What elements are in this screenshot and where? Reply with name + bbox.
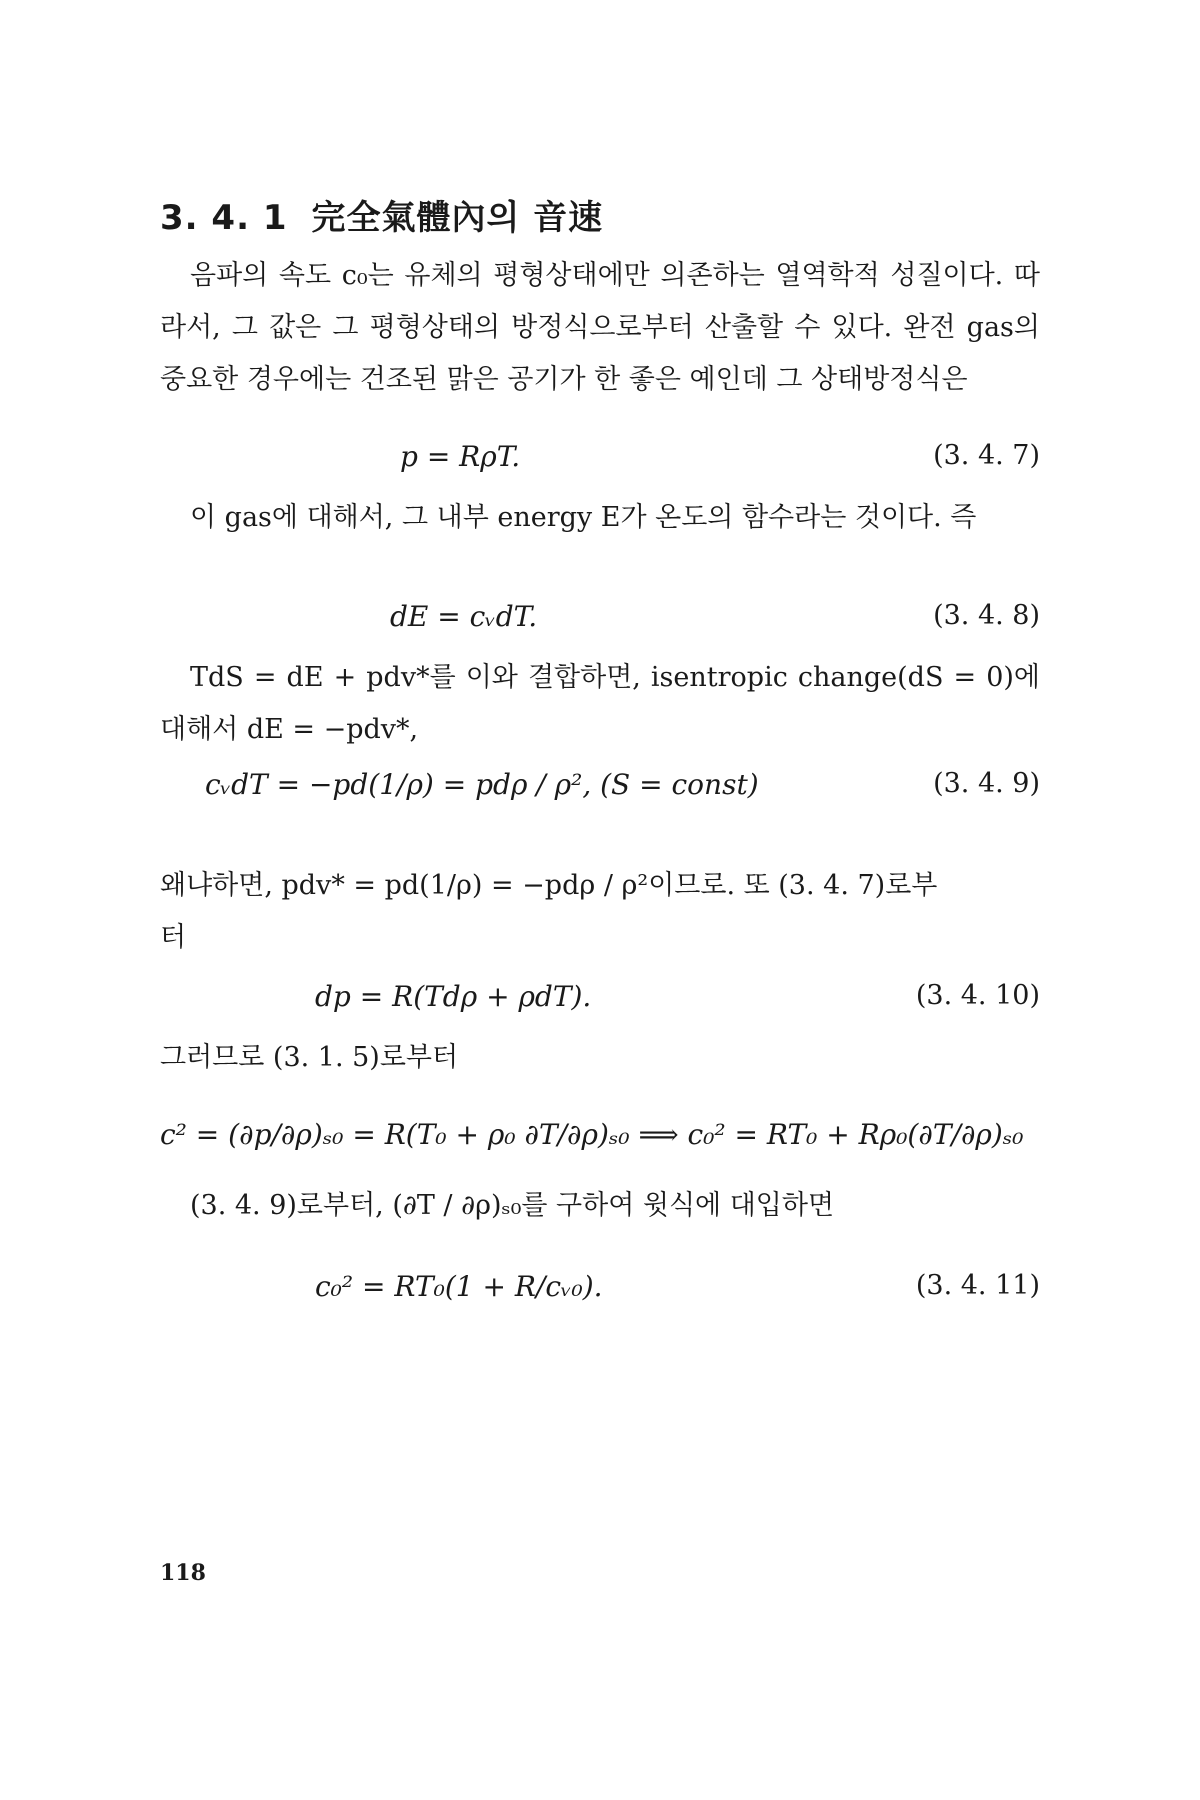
paragraph-because-line2: 터 [160, 922, 187, 953]
paragraph-substitute: (3. 4. 9)로부터, (∂T / ∂ρ)ₛ₀를 구하여 윗식에 대입하면 [190, 1190, 835, 1221]
equation-expression: dE = cᵥdT. [390, 600, 538, 633]
section-number: 3. 4. 1 [160, 198, 288, 238]
equation-sound-speed [160, 1118, 1040, 1174]
equation-expression: cᵥdT = −pd(1/ρ) = pdρ / ρ², (S = const) [205, 768, 759, 801]
equation-expression: dp = R(Tdρ + ρdT). [315, 980, 592, 1013]
equation-3-4-8 [160, 600, 1040, 656]
paragraph-isentropic: TdS = dE + pdv*를 이와 결합하면, isentropic change(dS = 0)에 대해서 dE = −pdv*, [160, 662, 1040, 745]
equation-number: (3. 4. 11) [915, 1270, 1040, 1301]
equation-3-4-11 [160, 1270, 1040, 1326]
equation-expression: p = RρT. [400, 440, 521, 473]
equation-3-4-9 [160, 768, 1040, 824]
section-heading [160, 190, 603, 239]
paragraph-energy: 이 gas에 대해서, 그 내부 energy E가 온도의 함수라는 것이다. 즉 [190, 502, 977, 533]
equation-number: (3. 4. 7) [933, 440, 1040, 471]
equation-number: (3. 4. 9) [933, 768, 1040, 799]
paragraph-therefore: 그러므로 (3. 1. 5)로부터 [160, 1042, 459, 1073]
equation-3-4-10 [160, 980, 1040, 1036]
paragraph-because-line1: 왜냐하면, pdv* = pd(1/ρ) = −pdρ / ρ²이므로. 또 (3. 4. 7)로부 [160, 870, 938, 901]
page-number: 118 [160, 1560, 206, 1586]
equation-expression: c² = (∂p/∂ρ)ₛ₀ = R(T₀ + ρ₀ ∂T/∂ρ)ₛ₀ ⟹ c₀² = RT₀ + Rρ₀(∂T/∂ρ)ₛ₀ [160, 1118, 1024, 1151]
equation-number: (3. 4. 8) [933, 600, 1040, 631]
equation-3-4-7 [160, 440, 1040, 496]
paragraph-intro: 음파의 속도 c₀는 유체의 평형상태에만 의존하는 열역학적 성질이다. 따라서, 그 값은 그 평형상태의 방정식으로부터 산출할 수 있다. 완전 gas의 중요한 경우에는 건조된 맑은 공기가 한 좋은 예인데 그 상태방정식은 [160, 260, 1040, 395]
equation-number: (3. 4. 10) [915, 980, 1040, 1011]
section-title: 完全氣體內의 音速 [311, 198, 604, 238]
equation-expression: c₀² = RT₀(1 + R/cᵥ₀). [315, 1270, 603, 1303]
